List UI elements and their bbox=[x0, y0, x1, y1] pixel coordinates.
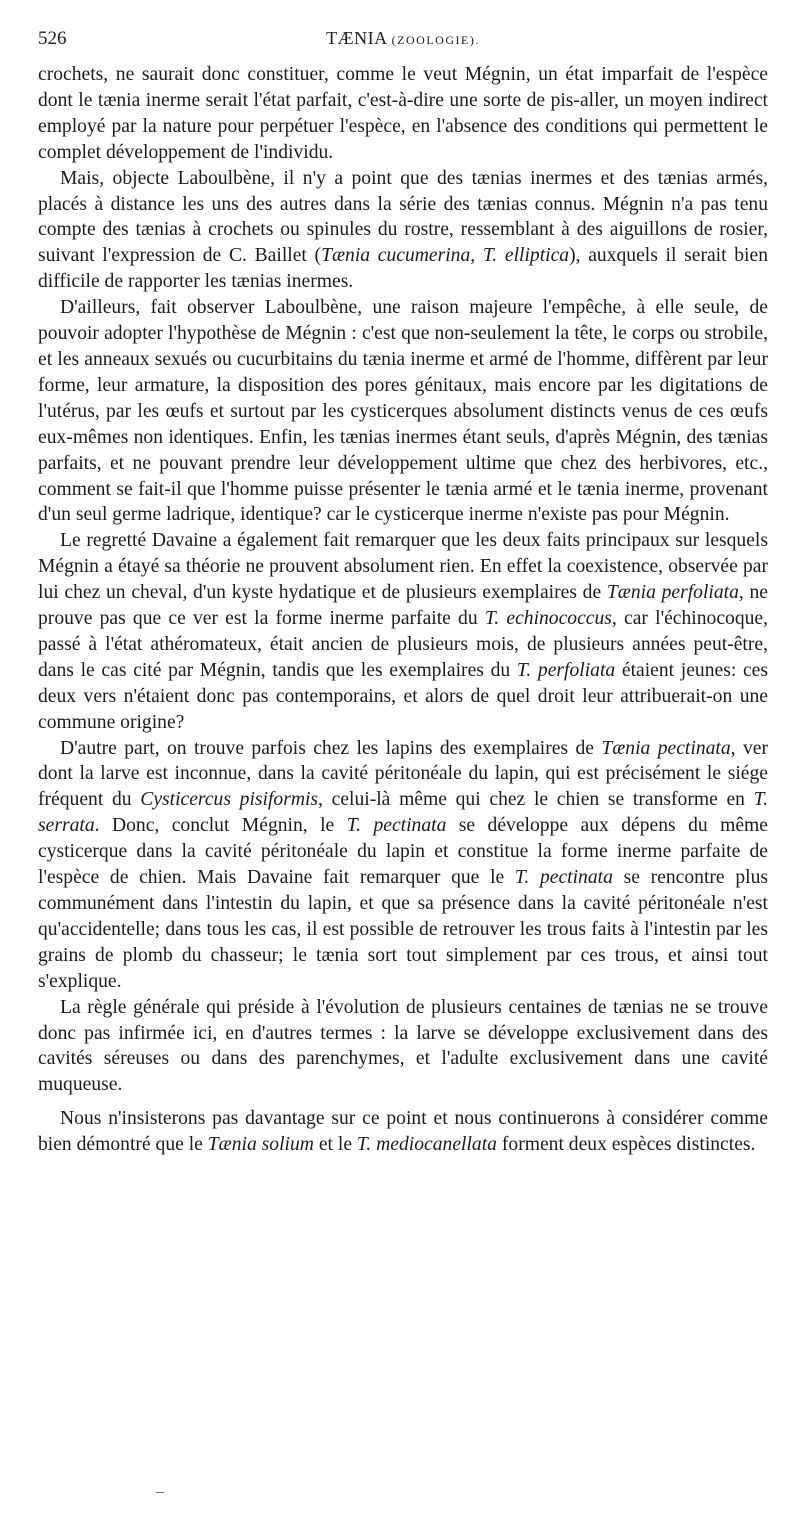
text-run: et le bbox=[313, 1134, 357, 1156]
italic-term: Cysticercus pisiformis bbox=[140, 789, 319, 811]
paragraph bbox=[38, 528, 768, 735]
italic-term: T. perfoliata bbox=[516, 659, 616, 681]
italic-term: Tænia solium bbox=[207, 1134, 314, 1156]
italic-term: T. serrata bbox=[38, 789, 769, 837]
page-number: 526 bbox=[38, 28, 67, 49]
footer-dash bbox=[156, 1492, 164, 1493]
running-title-subtitle: (ZOOLOGIE). bbox=[391, 33, 480, 47]
text-run: se développe aux dépens du même cysticerque dans la cavité péritonéale du lapin et constitue la forme inerme parfaite de l'espèce de chien. Mais Davaine fait remarquer que le bbox=[38, 815, 768, 889]
text-run: crochets, ne saurait donc constituer, comme le veut Mégnin, un état imparfait de l'espèce dont le tænia inerme serait l'état parfait, c'est-à-dire une sorte de pis-aller, un moyen indirect employé par la nature pour perpétuer l'espèce, en l'absence des conditions qui permettent le complet développement de l'individu. bbox=[38, 64, 768, 163]
page-header bbox=[38, 26, 768, 62]
paragraph bbox=[38, 295, 768, 528]
italic-term: T. mediocanellata bbox=[356, 1134, 497, 1156]
body-text bbox=[38, 62, 768, 1158]
text-run: étaient jeunes: ces deux vers n'étaient donc pas contemporains, et alors de quel droit leur attribuerait-on une commune origine? bbox=[38, 659, 768, 733]
italic-term: T. pectinata bbox=[346, 815, 447, 837]
text-run: se rencontre plus communément dans l'intestin du lapin, et que sa présence dans la cavité péritonéale n'est qu'accidentelle; dans tous les cas, il est possible de retrouver les trous faits à l'intestin par les grains de plomb du chasseur; le tænia sort tout simplement par ces trous, et ainsi tout s'explique. bbox=[38, 867, 768, 992]
italic-term: T. echinococcus bbox=[484, 608, 612, 630]
italic-term: T. pectinata bbox=[514, 867, 613, 889]
text-run: Mais, objecte Laboulbène, il n'y a point que des tænias inermes et des tænias armés, placés à distance les uns des autres dans la série des tænias connus. Mégnin n'a pas tenu compte des tænias à crochets ou spinules du rostre, ressemblant à des aiguillons de rosier, suivant l'expression de C. Baillet ( bbox=[38, 167, 768, 267]
running-title bbox=[38, 26, 768, 54]
paragraph bbox=[38, 995, 768, 1099]
italic-term: Tænia pectinata bbox=[601, 737, 731, 759]
text-run: Nous n'insisterons pas davantage sur ce point et nous continuerons à considérer comme bien démontré que le bbox=[38, 1108, 768, 1156]
paragraph bbox=[38, 166, 768, 296]
italic-term: Tænia cucumerina, T. elliptica bbox=[321, 245, 570, 267]
text-run: Le regretté Davaine a également fait remarquer que les deux faits principaux sur lesquels Mégnin a étayé sa théorie ne prouvent absolument rien. En effet la coexistence, observée par lui chez un cheval, d'un kyste hydatique et de plusieurs exemplaires de bbox=[38, 530, 768, 604]
document-page bbox=[38, 26, 768, 1158]
text-run: forment deux espèces distinctes. bbox=[496, 1134, 756, 1156]
text-run: , car l'échinocoque, passé à l'état athéromateux, était ancien de plusieurs mois, de plusieurs années peut-être, dans le cas cité par Mégnin, tandis que les exemplaires du bbox=[38, 608, 769, 681]
paragraph bbox=[38, 62, 768, 166]
paragraph bbox=[38, 736, 768, 995]
paragraph bbox=[38, 1106, 768, 1158]
text-run: La règle générale qui préside à l'évolution de plusieurs centaines de tænias ne se trouve donc pas infirmée ici, en d'autres termes : la larve se développe exclusivement dans des cavités séreuses ou dans des parenchymes, et l'adulte exclusivement dans une cavité muqueuse. bbox=[38, 996, 768, 1096]
text-run: ), auxquels il serait bien difficile de rapporter les tænias inermes. bbox=[38, 245, 768, 293]
text-run: D'ailleurs, fait observer Laboulbène, une raison majeure l'empêche, à elle seule, de pouvoir adopter l'hypothèse de Mégnin : c'est que non-seulement la tête, le corps ou strobile, et les anneaux sexués ou cucurbitains du tænia inerme et armé de l'homme, diffèrent par leur forme, leur armature, la disposition des pores génitaux, mais encore par les digitations de l'utérus, par les œufs et surtout par les cysticerques absolument distincts venus de ces œufs eux-mêmes non identiques. Enfin, les tænias inermes étant seuls, d'après Mégnin, des tænias parfaits, et ne pouvant prendre leur développement ultime que chez des herbivores, etc., comment se fait-il que l'homme puisse présenter le tænia armé et le tænia inerme, provenant d'un seul germe ladrique, identique? car le cysticerque inerme n'existe pas pour Mégnin. bbox=[38, 297, 768, 526]
italic-term: Tænia perfoliata bbox=[606, 582, 739, 604]
text-run: . Donc, conclut Mégnin, le bbox=[94, 815, 347, 837]
running-title-main: TÆNIA bbox=[326, 28, 387, 48]
text-run: , ver dont la larve est inconnue, dans la cavité péritonéale du lapin, qui est précisément le siége fréquent du bbox=[38, 737, 768, 811]
text-run: D'autre part, on trouve parfois chez les lapins des exemplaires de bbox=[60, 737, 602, 759]
text-run: , ne prouve pas que ce ver est la forme inerme parfaite du bbox=[38, 582, 768, 630]
text-run: , celui-là même qui chez le chien se transforme en bbox=[318, 789, 754, 811]
